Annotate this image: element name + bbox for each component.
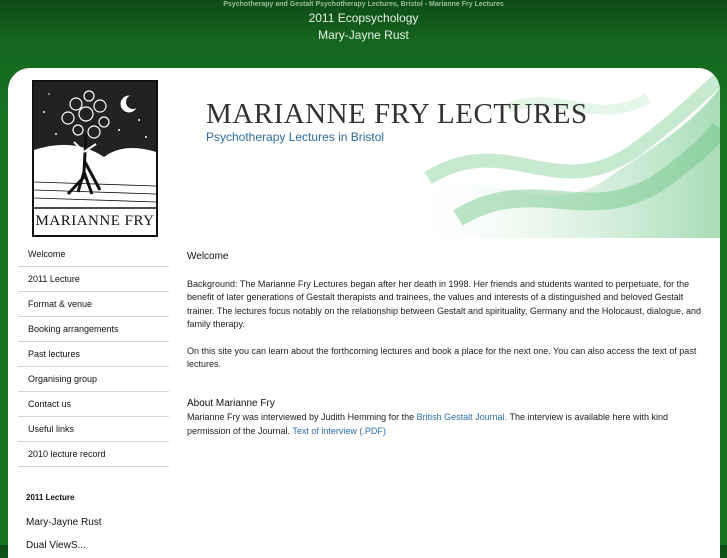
lecture-title: 2011 Ecopsychology (308, 11, 419, 25)
nav-item-past-lectures[interactable]: Past lectures (18, 342, 169, 367)
logo-text: MARIANNE FRY (35, 213, 155, 229)
main-content (187, 250, 707, 451)
top-header (0, 0, 727, 44)
page-panel (8, 68, 720, 558)
page-title: Welcome (187, 251, 229, 262)
banner (178, 68, 720, 238)
nav-item-welcome[interactable]: Welcome (18, 242, 169, 267)
nav-item-2011-lecture[interactable]: 2011 Lecture (18, 267, 169, 292)
nav-item-booking[interactable]: Booking arrangements (18, 317, 169, 342)
intro-paragraph: On this site you can learn about the forthcoming lectures and book a place for the next one. You can also access the text of past lectures. (187, 345, 697, 370)
logo[interactable] (32, 80, 158, 237)
sidebar-heading: 2011 Lecture (26, 493, 75, 502)
sidebar-lecturer[interactable]: Mary-Jayne Rust (26, 517, 102, 528)
banner-title: MARIANNE FRY LECTURES (206, 98, 588, 130)
about-paragraph (187, 411, 707, 438)
interview-pdf-link[interactable]: Text of interview (.PDF) (292, 425, 386, 436)
lecturer-name: Mary-Jayne Rust (318, 28, 409, 42)
british-gestalt-journal-link[interactable]: British Gestalt Journal. (416, 412, 508, 423)
sidebar-truncated-item[interactable]: Dual ViewS... (26, 540, 86, 551)
nav-item-useful-links[interactable]: Useful links (18, 417, 169, 442)
banner-subtitle: Psychotherapy Lectures in Bristol (206, 130, 385, 144)
background-paragraph: Background: The Marianne Fry Lectures began after her death in 1998. Her friends and students wanted to perpetuate, for the benefit of later generations of Gestalt therapists and trainees, the values and interests of a distinguished and beloved Gestalt trainer. The lectures focus notably on the relationship between Gestalt and spirituality, Germany and the Holocaust, dialogue, and family therapy. (187, 279, 701, 330)
green-swirl-decoration (178, 68, 720, 238)
site-tagline: Psychotherapy and Gestalt Psychotherapy Lectures, Bristol - Marianne Fry Lectures (223, 1, 504, 8)
nav-item-contact[interactable]: Contact us (18, 392, 169, 417)
nav-item-2010-record[interactable]: 2010 lecture record (18, 442, 169, 467)
about-text-1: Marianne Fry was interviewed by Judith Hemming for the (187, 412, 417, 423)
about-heading: About Marianne Fry (187, 398, 275, 410)
sidebar-nav (18, 242, 169, 467)
nav-item-format-venue[interactable]: Format & venue (18, 292, 169, 317)
nav-item-organising-group[interactable]: Organising group (18, 367, 169, 392)
about-text-2: The interview is available here with kind permission of the Journal. (187, 412, 669, 436)
